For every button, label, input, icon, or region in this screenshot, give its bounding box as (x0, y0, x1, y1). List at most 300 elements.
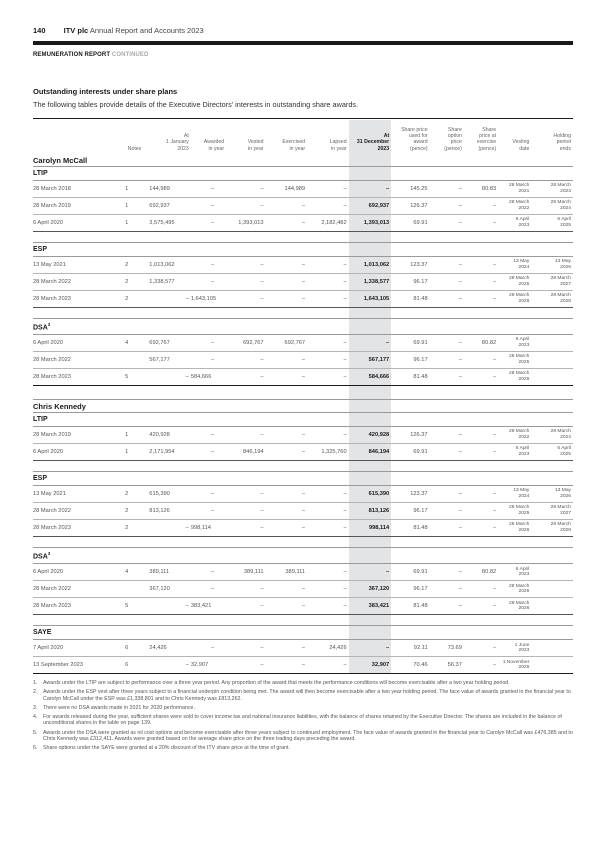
cell-notes: 1 (118, 444, 149, 461)
cell-awarded-in-year: – (191, 581, 226, 598)
footnote-number: 4. (33, 713, 38, 720)
cell-share-price-at-exercise: 80.82 (464, 564, 498, 581)
cell-lapsed-in-year: – (307, 369, 349, 386)
table-row (33, 640, 573, 657)
column-header-at-1-january: At 1 January 2023 (166, 133, 189, 152)
table-row (33, 486, 573, 503)
table-row (33, 564, 573, 581)
table-row (33, 598, 573, 615)
cell-exercised-in-year: – (266, 256, 308, 273)
cell-holding-period-ends: 28 March 2024 (531, 197, 573, 214)
cell-share-price-at-exercise: – (464, 256, 498, 273)
cell-awarded-in-year: – (191, 503, 226, 520)
plan-row (33, 318, 573, 334)
spacer-row (33, 386, 573, 400)
cell-holding-period-ends (531, 369, 573, 386)
cell-share-option-price: – (430, 486, 464, 503)
cell-vested-in-year: – (226, 427, 265, 444)
plan-row (33, 242, 573, 256)
cell-exercised-in-year: – (266, 520, 308, 537)
cell-share-price-used: 81.48 (391, 290, 429, 307)
spacer-row (33, 231, 573, 242)
cell-holding-period-ends: 6 April 2025 (531, 444, 573, 461)
cell-vesting-date: 6 April 2023 (498, 564, 531, 581)
cell-share-option-price: – (430, 180, 464, 197)
cell-lapsed-in-year: – (307, 273, 349, 290)
page-header (33, 26, 573, 35)
cell-grant-date: 28 March 2019 (33, 427, 118, 444)
cell-share-price-at-exercise: 80.82 (464, 335, 498, 352)
cell-share-price-used: 69.91 (391, 444, 429, 461)
cell-at-31-december: 998,114 (349, 520, 392, 537)
cell-lapsed-in-year: – (307, 520, 349, 537)
cell-notes: 2 (118, 290, 149, 307)
cell-lapsed-in-year: 2,182,482 (307, 214, 349, 231)
plan-name (33, 318, 573, 334)
column-header-awarded-in-year: Awarded in year (203, 139, 225, 152)
cell-notes: 2 (118, 256, 149, 273)
cell-lapsed-in-year: – (307, 197, 349, 214)
cell-vesting-date: 1 June 2023 (498, 640, 531, 657)
cell-share-option-price: – (430, 444, 464, 461)
plan-name (33, 413, 573, 427)
footnote-number: 2. (33, 689, 38, 696)
cell-exercised-in-year: 692,767 (266, 335, 308, 352)
cell-exercised-in-year: – (266, 197, 308, 214)
footnote-number: 1. (33, 680, 38, 686)
cell-at-31-december: 615,390 (349, 486, 392, 503)
cell-share-price-at-exercise: – (464, 657, 498, 674)
cell-vested-in-year: – (226, 640, 265, 657)
director-row (33, 154, 573, 167)
cell-vesting-date: 28 March 2026 (498, 520, 531, 537)
cell-grant-date: 28 March 2023 (33, 290, 118, 307)
cell-at-31-december: 1,643,105 (349, 290, 392, 307)
cell-at-31-december: – (349, 640, 392, 657)
section-label (33, 52, 148, 58)
cell-grant-date: 6 April 2020 (33, 564, 118, 581)
table-row (33, 335, 573, 352)
footnote-item (33, 680, 573, 687)
cell-vested-in-year: – (226, 657, 265, 674)
table-header-row (33, 119, 573, 154)
cell-exercised-in-year: – (266, 290, 308, 307)
cell-vesting-date: 28 March 2026 (498, 290, 531, 307)
cell-holding-period-ends: 28 March 2027 (531, 503, 573, 520)
table-row (33, 427, 573, 444)
cell-grant-date: 13 September 2023 (33, 657, 118, 674)
cell-awarded-in-year: – (191, 427, 226, 444)
cell-holding-period-ends (531, 335, 573, 352)
cell-share-option-price: – (430, 335, 464, 352)
cell-share-option-price: 73.69 (430, 640, 464, 657)
table-row (33, 581, 573, 598)
cell-grant-date: 28 March 2022 (33, 503, 118, 520)
cell-vested-in-year: 692,767 (226, 335, 265, 352)
cell-exercised-in-year: – (266, 352, 308, 369)
table-row (33, 290, 573, 307)
share-plans-table (33, 118, 573, 674)
cell-share-price-at-exercise: – (464, 214, 498, 231)
cell-vested-in-year: 389,111 (226, 564, 265, 581)
footnote-text: Awards under the DSA were granted as nil cost options and become exercisable after three years subject to continued employment. The face value of awards granted in the financial year to Carolyn McCall was £476,385 and to Chris Kennedy was £312,411. Awards were granted based on the average share price on the three trading days preceding the award. (43, 729, 573, 743)
spacer-row (33, 461, 573, 472)
cell-lapsed-in-year: – (307, 503, 349, 520)
cell-awarded-in-year: – (191, 444, 226, 461)
cell-grant-date: 28 March 2019 (33, 197, 118, 214)
spacer-cell (33, 307, 573, 318)
cell-lapsed-in-year: – (307, 335, 349, 352)
cell-holding-period-ends: 28 March 2024 (531, 427, 573, 444)
cell-share-option-price: – (430, 273, 464, 290)
cell-vested-in-year: – (226, 486, 265, 503)
cell-vested-in-year: 846,194 (226, 444, 265, 461)
cell-share-option-price: – (430, 581, 464, 598)
cell-share-price-at-exercise: – (464, 581, 498, 598)
cell-exercised-in-year: – (266, 581, 308, 598)
plan-name (33, 166, 573, 180)
cell-at-1-january: 420,928 (149, 427, 191, 444)
footnote-item (33, 730, 573, 743)
cell-vesting-date: 28 March 2025 (498, 352, 531, 369)
table-row (33, 503, 573, 520)
cell-share-price-used: 81.48 (391, 520, 429, 537)
table-row (33, 369, 573, 386)
footnote-item (33, 714, 573, 727)
plan-row (33, 626, 573, 640)
cell-lapsed-in-year: – (307, 352, 349, 369)
cell-vesting-date: 13 May 2024 (498, 486, 531, 503)
cell-share-price-at-exercise: – (464, 352, 498, 369)
cell-notes: 2 (118, 503, 149, 520)
cell-notes: 2 (118, 486, 149, 503)
cell-holding-period-ends (531, 581, 573, 598)
cell-share-option-price: – (430, 520, 464, 537)
column-header-vesting-date: Vesting date (512, 139, 530, 152)
cell-share-price-used: 126.37 (391, 197, 429, 214)
column-header-share-price-used: Share price used for award (pence) (401, 127, 428, 152)
cell-lapsed-in-year: – (307, 486, 349, 503)
spacer-row (33, 307, 573, 318)
cell-share-price-at-exercise: – (464, 197, 498, 214)
cell-awarded-in-year: 998,114 (191, 520, 226, 537)
cell-lapsed-in-year: – (307, 427, 349, 444)
cell-vesting-date: 28 March 2021 (498, 180, 531, 197)
plan-label: DSA (33, 324, 48, 332)
page-number: 140 (33, 26, 46, 35)
footnote-text: There were no DSA awards made in 2021 for 2020 performance. (43, 704, 195, 711)
cell-grant-date: 28 March 2018 (33, 180, 118, 197)
table-row (33, 256, 573, 273)
table-row (33, 273, 573, 290)
cell-at-1-january: 692,767 (149, 335, 191, 352)
cell-share-price-at-exercise: – (464, 444, 498, 461)
cell-lapsed-in-year: – (307, 657, 349, 674)
cell-at-1-january: 367,120 (149, 581, 191, 598)
plan-footnote-ref: 3 (47, 321, 51, 327)
cell-vested-in-year: – (226, 197, 265, 214)
cell-share-option-price: – (430, 564, 464, 581)
cell-notes: 1 (118, 214, 149, 231)
cell-share-price-at-exercise: – (464, 640, 498, 657)
cell-vesting-date: 1 November 2026 (498, 657, 531, 674)
cell-vesting-date: 28 March 2025 (498, 503, 531, 520)
cell-vesting-date: 28 March 2025 (498, 273, 531, 290)
cell-at-1-january: 389,111 (149, 564, 191, 581)
cell-share-price-used: 81.48 (391, 369, 429, 386)
cell-grant-date: 28 March 2022 (33, 352, 118, 369)
cell-at-31-december: – (349, 564, 392, 581)
cell-share-price-at-exercise: 80.83 (464, 180, 498, 197)
cell-share-price-used: 81.48 (391, 598, 429, 615)
cell-at-1-january: 1,338,577 (149, 273, 191, 290)
cell-vested-in-year: – (226, 598, 265, 615)
column-header-holding-period-ends: Holding period ends (553, 133, 571, 152)
cell-share-price-used: 92.11 (391, 640, 429, 657)
cell-share-price-at-exercise: – (464, 369, 498, 386)
cell-notes: 5 (118, 369, 149, 386)
cell-share-option-price: 56.37 (430, 657, 464, 674)
cell-notes (118, 581, 149, 598)
cell-vesting-date: 28 March 2022 (498, 197, 531, 214)
cell-share-price-used: 145.25 (391, 180, 429, 197)
cell-awarded-in-year: – (191, 352, 226, 369)
cell-at-1-january: 567,177 (149, 352, 191, 369)
table-body (33, 154, 573, 674)
spacer-row (33, 537, 573, 548)
cell-notes (118, 352, 149, 369)
cell-grant-date: 6 April 2020 (33, 335, 118, 352)
cell-share-option-price: – (430, 256, 464, 273)
cell-at-1-january: 24,426 (149, 640, 191, 657)
footnote-number: 5. (33, 729, 38, 736)
footnote-text: Awards under the LTIP are subject to performance over a three year period. Any proportion of the award that meets the performance conditions will become exercisable after a two year holding period. (43, 680, 510, 686)
cell-notes: 6 (118, 640, 149, 657)
spacer-cell (33, 231, 573, 242)
cell-share-price-at-exercise: – (464, 290, 498, 307)
spacer-cell (33, 615, 573, 626)
footnote-number: 3. (33, 704, 38, 711)
cell-exercised-in-year: – (266, 427, 308, 444)
cell-at-31-december: 584,666 (349, 369, 392, 386)
spacer-cell (33, 537, 573, 548)
cell-awarded-in-year: – (191, 214, 226, 231)
cell-vested-in-year: – (226, 503, 265, 520)
cell-holding-period-ends: 28 March 2027 (531, 273, 573, 290)
cell-share-price-used: 69.91 (391, 564, 429, 581)
cell-exercised-in-year: – (266, 640, 308, 657)
cell-notes: 2 (118, 520, 149, 537)
cell-at-31-december: 383,421 (349, 598, 392, 615)
table-row (33, 214, 573, 231)
plan-row (33, 472, 573, 486)
cell-share-option-price: – (430, 290, 464, 307)
plan-label: LTIP (33, 416, 48, 424)
cell-grant-date: 6 April 2020 (33, 444, 118, 461)
plan-label: LTIP (33, 169, 48, 177)
cell-at-31-december: 1,338,577 (349, 273, 392, 290)
cell-awarded-in-year: – (191, 335, 226, 352)
cell-vesting-date: 28 March 2026 (498, 598, 531, 615)
cell-share-option-price: – (430, 598, 464, 615)
table-title: Outstanding interests under share plans (33, 87, 178, 96)
cell-grant-date: 28 March 2023 (33, 369, 118, 386)
footnotes (33, 680, 573, 754)
cell-share-price-used: 96.17 (391, 352, 429, 369)
cell-at-1-january: 3,575,495 (149, 214, 191, 231)
cell-grant-date: 28 March 2022 (33, 273, 118, 290)
cell-at-31-december: 367,120 (349, 581, 392, 598)
section-continued: CONTINUED (111, 52, 149, 58)
cell-share-option-price: – (430, 427, 464, 444)
plan-label: ESP (33, 245, 48, 253)
cell-notes: 5 (118, 598, 149, 615)
cell-share-option-price: – (430, 197, 464, 214)
company-name: ITV plc (63, 26, 89, 35)
cell-at-1-january: – (149, 290, 191, 307)
cell-grant-date: 28 March 2023 (33, 520, 118, 537)
cell-holding-period-ends: 28 March 2028 (531, 520, 573, 537)
cell-holding-period-ends: 28 March 2028 (531, 290, 573, 307)
column-header-notes: Notes (127, 145, 142, 152)
cell-lapsed-in-year: – (307, 290, 349, 307)
plan-name (33, 626, 573, 640)
director-row (33, 400, 573, 413)
plan-row (33, 548, 573, 564)
plan-name (33, 472, 573, 486)
cell-exercised-in-year: – (266, 444, 308, 461)
director-name: Chris Kennedy (33, 400, 573, 413)
cell-exercised-in-year: – (266, 657, 308, 674)
cell-at-31-december: 1,393,013 (349, 214, 392, 231)
plan-label: SAYE (33, 629, 52, 637)
cell-share-option-price: – (430, 369, 464, 386)
cell-vested-in-year: – (226, 290, 265, 307)
cell-exercised-in-year: – (266, 214, 308, 231)
plan-label: DSA (33, 553, 48, 561)
table-row (33, 444, 573, 461)
cell-notes: 1 (118, 180, 149, 197)
cell-holding-period-ends (531, 640, 573, 657)
cell-share-price-at-exercise: – (464, 273, 498, 290)
cell-notes: 6 (118, 657, 149, 674)
cell-at-1-january: – (149, 520, 191, 537)
cell-at-31-december: 32,907 (349, 657, 392, 674)
column-header-lapsed-in-year: Lapsed in year (329, 139, 347, 152)
cell-awarded-in-year: 32,907 (191, 657, 226, 674)
cell-notes: 1 (118, 197, 149, 214)
cell-notes: 2 (118, 273, 149, 290)
cell-holding-period-ends (531, 352, 573, 369)
section-title: REMUNERATION REPORT (33, 52, 111, 58)
cell-exercised-in-year: – (266, 273, 308, 290)
cell-share-price-used: 123.37 (391, 486, 429, 503)
footnote-text: Awards under the ESP vest after three years subject to a financial underpin condition being met. The award will then become exercisable after a two year holding period. The face value of awards granted in the financial year to Carolyn McCall under the ESP was £1,338,801 and to Chris Kennedy was £813,262. (43, 689, 571, 702)
cell-lapsed-in-year: 24,426 (307, 640, 349, 657)
column-header-at-31-december: At 31 December 2023 (356, 133, 390, 152)
column-header-grant-date (33, 119, 118, 154)
cell-share-price-used: 126.37 (391, 427, 429, 444)
footnote-item (33, 689, 573, 702)
cell-grant-date: 28 March 2022 (33, 581, 118, 598)
cell-share-price-at-exercise: – (464, 520, 498, 537)
cell-awarded-in-year: – (191, 564, 226, 581)
cell-vested-in-year: – (226, 369, 265, 386)
cell-awarded-in-year: – (191, 197, 226, 214)
cell-vesting-date: 6 April 2023 (498, 444, 531, 461)
cell-at-1-january: 144,989 (149, 180, 191, 197)
cell-at-31-december: 420,928 (349, 427, 392, 444)
cell-share-price-used: 69.91 (391, 335, 429, 352)
cell-vested-in-year: – (226, 520, 265, 537)
table-row (33, 197, 573, 214)
cell-at-1-january: – (149, 598, 191, 615)
cell-share-option-price: – (430, 214, 464, 231)
cell-notes: 1 (118, 427, 149, 444)
cell-notes: 4 (118, 564, 149, 581)
cell-at-31-december: 692,937 (349, 197, 392, 214)
cell-at-1-january: 1,013,062 (149, 256, 191, 273)
table-intro: The following tables provide details of the Executive Directors' interests in outstanding share awards. (33, 100, 359, 109)
cell-at-31-december: 1,013,062 (349, 256, 392, 273)
footnote-number: 6. (33, 745, 38, 752)
cell-at-31-december: – (349, 335, 392, 352)
table-row (33, 352, 573, 369)
cell-share-price-at-exercise: – (464, 598, 498, 615)
cell-awarded-in-year: 584,666 (191, 369, 226, 386)
cell-holding-period-ends: 6 April 2025 (531, 214, 573, 231)
cell-vested-in-year: 1,393,013 (226, 214, 265, 231)
cell-lapsed-in-year: – (307, 256, 349, 273)
plan-row (33, 413, 573, 427)
cell-vested-in-year: – (226, 180, 265, 197)
table-row (33, 657, 573, 674)
spacer-row (33, 615, 573, 626)
cell-holding-period-ends: 13 May 2026 (531, 256, 573, 273)
cell-awarded-in-year: – (191, 180, 226, 197)
footnote-text: For awards released during the year, sufficient shares were sold to cover income tax and national insurance liabilities, with the balance of shares retained by the Executive Director. The shares are included in the balance of unconditional shares in the table on page 139. (43, 713, 562, 727)
cell-lapsed-in-year: – (307, 598, 349, 615)
header-rule (33, 41, 573, 45)
spacer-cell (33, 386, 573, 400)
cell-vesting-date: 28 March 2026 (498, 369, 531, 386)
cell-share-option-price: – (430, 352, 464, 369)
cell-share-price-used: 96.17 (391, 273, 429, 290)
cell-holding-period-ends: 13 May 2026 (531, 486, 573, 503)
plan-footnote-ref: 3 (47, 551, 51, 557)
cell-vested-in-year: – (226, 352, 265, 369)
cell-share-price-at-exercise: – (464, 503, 498, 520)
footnote-text: Share options under the SAYE were granted at a 20% discount of the ITV share price at the time of grant. (43, 745, 290, 752)
cell-grant-date: 28 March 2023 (33, 598, 118, 615)
cell-awarded-in-year: – (191, 640, 226, 657)
cell-at-1-january: 615,390 (149, 486, 191, 503)
cell-share-price-used: 96.17 (391, 581, 429, 598)
cell-lapsed-in-year: – (307, 564, 349, 581)
cell-at-1-january: 692,937 (149, 197, 191, 214)
cell-holding-period-ends (531, 598, 573, 615)
cell-exercised-in-year: 144,989 (266, 180, 308, 197)
cell-share-option-price: – (430, 503, 464, 520)
cell-lapsed-in-year: – (307, 180, 349, 197)
spacer-cell (33, 461, 573, 472)
cell-share-price-at-exercise: – (464, 427, 498, 444)
cell-lapsed-in-year: 1,325,760 (307, 444, 349, 461)
cell-vested-in-year: – (226, 256, 265, 273)
column-header-share-option-price: Share option price (pence) (444, 127, 462, 152)
cell-at-1-january: – (149, 369, 191, 386)
cell-vesting-date: 28 March 2025 (498, 581, 531, 598)
